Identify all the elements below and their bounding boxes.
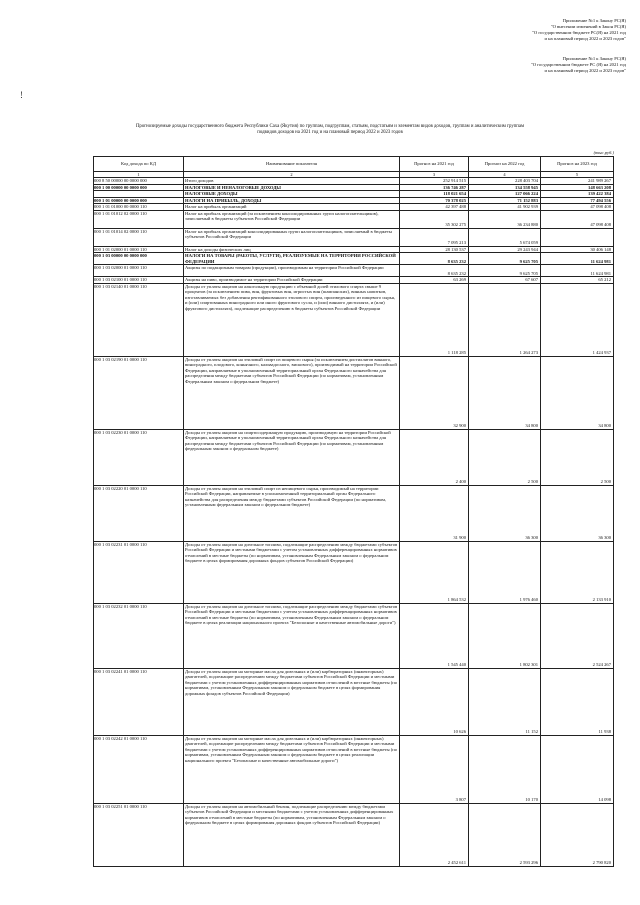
row-value-2023: 65 212 [541,277,614,284]
row-value-2023: 2 524 267 [541,603,614,668]
row-value-2023: 2 500 [541,429,614,485]
header-line: Приложение №1 к Закону РС(Я) [562,56,626,61]
column-number: 1 [94,172,184,178]
row-value-2021: 32 900 [400,356,469,429]
row-code: 000 1 03 02242 01 0000 110 [94,735,184,803]
row-value-2022: 41 902 939 [469,204,541,211]
row-value-2022: 228 403 704 [469,178,541,185]
row-value-2023: 77 494 556 [541,197,614,204]
row-code: 000 1 03 02000 01 0000 110 [94,265,184,277]
appendix-header-amending [426,18,626,42]
table-row [94,735,614,803]
row-code: 000 1 03 00000 00 0000 000 [94,253,184,265]
row-value-2021: 63 269 [400,277,469,284]
row-value-2023: 139 422 384 [541,191,614,198]
row-name: Доходы от уплаты акцизов на моторные масла для дизельных и (или) карбюраторных (инжекторных) двигателей, подлежащие распределению между бюджетами субъектов Российской Федерации и местными бюджетами с учетом установленных дифференцированных нормативов отчислений в местные бюджеты (по нормативам, установленным Федеральным законом о федеральном бюджете в целях реализации национального проекта "Безопасные и качественные автомобильные дороги") [184,735,400,803]
table-row [94,668,614,735]
row-value-2022: 1 976 460 [469,541,541,603]
row-value-2023: 11 624 981 [541,265,614,277]
header-line: и на плановый период 2022 и 2023 годов" [544,36,626,41]
row-value-2023: 2 790 820 [541,803,614,866]
table-row [94,541,614,603]
row-value-2021: 28 130 537 [400,246,469,253]
row-code: 000 1 03 02190 01 0000 110 [94,356,184,429]
row-value-2023: 241 989 267 [541,178,614,185]
row-name: Доходы от уплаты акцизов на дизельное топливо, подлежащие распределению между бюджетами субъектов Российской Федерации и местными бюджетами с учетом установленных дифференцированных нормативов отчислений в местные бюджеты (по нормативам, установленным Федеральным законом о федеральном бюджете в целях реализации национального проекта "Безопасные и качественные автомобильные дороги") [184,603,400,668]
row-value-2022: 67 607 [469,277,541,284]
table-row [94,283,614,356]
row-name: Доходы от уплаты акцизов на этиловый спирт из пищевого сырья (за исключением дистиллятов винного, виноградного, плодового, коньячного, кальвадосного, вискового), производимый на территории Российской Федерации, направляемые в уполномоченный территориальный орган Федерального казначейства для распределения между бюджетами субъектов Российской Федерации (по нормативам, установленным Федеральным законом о федеральном бюджете) [184,356,400,429]
row-code: 000 1 03 02231 01 0000 110 [94,541,184,603]
row-value-2023: 30 406 148 [541,246,614,253]
row-value-2022: 5 674 059 [469,228,541,246]
row-value-2021: 8 635 232 [400,253,469,265]
row-value-2021: 31 900 [400,485,469,541]
row-value-2021: 252 914 515 [400,178,469,185]
appendix-header-original [426,56,626,74]
row-code: 000 1 03 02251 01 0000 110 [94,803,184,866]
row-value-2023: 2 133 910 [541,541,614,603]
row-value-2022: 9 625 705 [469,253,541,265]
units-label: (тыс.руб.) [593,150,614,155]
row-value-2021: 136 746 287 [400,184,469,191]
header-line: "О государственном бюджете РС(Я) на 2021 год [531,30,626,35]
row-code: 000 1 03 02230 01 0000 110 [94,429,184,485]
column-number: 2 [184,172,400,178]
row-value-2021: 1 118 285 [400,283,469,356]
row-value-2022: 11 152 [469,668,541,735]
row-code: 000 1 03 02232 01 0000 110 [94,603,184,668]
table-row [94,429,614,485]
row-value-2021: 7 095 213 [400,228,469,246]
table-row [94,265,614,277]
row-value-2023: 1 424 937 [541,283,614,356]
row-name: НАЛОГИ НА ТОВАРЫ (РАБОТЫ, УСЛУГИ), РЕАЛИЗУЕМЫЕ НА ТЕРРИТОРИИ РОССИЙСКОЙ ФЕДЕРАЦИИ [184,253,400,265]
row-value-2022: 1 264 273 [469,283,541,356]
row-code: 000 1 01 01000 00 0000 110 [94,204,184,211]
row-value-2022: 36 300 [469,485,541,541]
row-name: Итого доходов [184,178,400,185]
row-name: НАЛОГОВЫЕ И НЕНАЛОГОВЫЕ ДОХОДЫ [184,184,400,191]
header-line: "О государственном бюджете РС (Я) на 2021 год [530,62,626,67]
row-value-2022: 9 625 705 [469,265,541,277]
column-header-2022: Прогноз на 2022 год [469,157,541,172]
row-value-2022: 36 234 880 [469,210,541,228]
row-code: 000 1 03 02241 01 0000 110 [94,668,184,735]
row-value-2021: 3 807 [400,735,469,803]
row-value-2022: 71 152 883 [469,197,541,204]
row-code: 000 1 01 02000 01 0000 110 [94,246,184,253]
table-row [94,356,614,429]
row-value-2021: 70 378 025 [400,197,469,204]
row-value-2021: 8 635 232 [400,265,469,277]
title-line: подвидов доходов на 2021 год и на плановый период 2022 и 2023 годов [257,130,403,136]
row-value-2022: 34 800 [469,356,541,429]
row-name: Налог на прибыль организаций [184,204,400,211]
row-value-2022: 29 243 944 [469,246,541,253]
row-name: Акцизы на пиво, производимое на территории Российской Федерации [184,277,400,284]
row-value-2021: 2 400 [400,429,469,485]
row-value-2021: 1 545 440 [400,603,469,668]
table-row [94,803,614,866]
column-header-2023: Прогноз на 2023 год [541,157,614,172]
table-row [94,603,614,668]
row-value-2023: 14 098 [541,735,614,803]
row-value-2022: 127 066 224 [469,191,541,198]
margin-mark: ǃ [20,90,23,100]
row-value-2023: 148 663 208 [541,184,614,191]
row-value-2021: 118 021 654 [400,191,469,198]
row-value-2022: 2 593 296 [469,803,541,866]
row-name: Налог на доходы физических лиц [184,246,400,253]
header-line: Приложение №1 к Закону РС(Я) [562,18,626,23]
row-value-2021: 42 397 488 [400,204,469,211]
row-name: Доходы от уплаты акцизов на моторные масла для дизельных и (или) карбюраторных (инжекторных) двигателей, подлежащие распределению между бюджетами субъектов Российской Федерации и местными бюджетами с учетом установленных дифференцированных нормативов отчислений в местные бюджеты (по нормативам, установленным Федеральным законом о федеральном бюджете в целях формирования дорожных фондов субъектов Российской Федерации) [184,668,400,735]
column-header-name: Наименование показателя [184,157,400,172]
row-value-2022: 134 558 945 [469,184,541,191]
table-row [94,253,614,265]
row-name: Налог на прибыль организаций (за исключением консолидированных групп налогоплательщиков), зачисляемый в бюджеты субъектов Российской Федерации [184,210,400,228]
column-header-2021: Прогноз на 2021 год [400,157,469,172]
row-value-2023: 11 938 [541,668,614,735]
row-code: 000 1 03 02100 01 0000 110 [94,277,184,284]
row-value-2023: 11 624 981 [541,253,614,265]
row-code: 000 1 03 02140 01 0000 110 [94,283,184,356]
row-name: НАЛОГОВЫЕ ДОХОДЫ [184,191,400,198]
row-code: 000 1 01 01012 02 0000 110 [94,210,184,228]
row-name: Доходы от уплаты акцизов на дизельное топливо, подлежащие распределению между бюджетами субъектов Российской Федерации и местными бюджетами с учетом установленных дифференцированных нормативов отчислений в местные бюджеты (по нормативам, установленным Федеральным законом о федеральном бюджете в целях формирования дорожных фондов субъектов Российской Федерации) [184,541,400,603]
row-value-2021: 1 864 532 [400,541,469,603]
column-number: 5 [541,172,614,178]
revenue-table [93,156,614,867]
document-title [70,124,590,137]
title-line: Прогнозируемые доходы государственного бюджета Республики Саха (Якутия) по группам, подгруппам, статьям, подстатьям и элементам видов доходов, группам и аналитическим группам [135,124,525,129]
row-code: 000 8 50 00000 00 0000 000 [94,178,184,185]
row-name: НАЛОГИ НА ПРИБЫЛЬ, ДОХОДЫ [184,197,400,204]
row-value-2021: 35 302 275 [400,210,469,228]
row-name: Доходы от уплаты акцизов на алкогольную продукцию с объемной долей этилового спирта свыше 9 процентов (за исключением пива, вин, фруктовых вин, игристых вин (шампанских), винных напитков, изготавливаемых без добавления ректификованного этилового спирта, произведенного из пищевого сырья, и (или) спиртованных виноградного или иного фруктового сусла, и (или) винного дистиллята, и (или) фруктового дистиллята), подлежащие распределению в бюджеты субъектов Российской Федерации [184,283,400,356]
column-header-code: Код дохода по КД [94,157,184,172]
header-line: "О внесении изменений в Закон РС(Я) [550,24,626,29]
column-number: 3 [400,172,469,178]
table-row [94,210,614,228]
table-header-row [94,157,614,172]
table-row [94,485,614,541]
row-value-2022: 10 170 [469,735,541,803]
row-code: 000 1 00 00000 00 0000 000 [94,184,184,191]
row-code: 000 1 03 02220 01 0000 110 [94,485,184,541]
row-value-2022: 2 500 [469,429,541,485]
row-value-2023: 47 098 408 [541,204,614,211]
row-name: Акцизы по подакцизным товарам (продукции), производимым на территории Российской Федерации [184,265,400,277]
row-value-2023: 34 800 [541,356,614,429]
row-code: 000 1 01 01014 02 0000 110 [94,228,184,246]
column-number: 4 [469,172,541,178]
row-value-2022: 1 802 301 [469,603,541,668]
row-value-2023 [541,228,614,246]
row-name: Доходы от уплаты акцизов на этиловый спирт из непищевого сырья, производимый на территории Российской Федерации, направляемые в уполномоченный территориальный орган Федерального казначейства для распределения между бюджетами субъектов Российской Федерации (по нормативам, установленным федеральным законом о федеральном бюджете) [184,485,400,541]
row-value-2023: 47 098 408 [541,210,614,228]
table-row [94,228,614,246]
row-name: Налог на прибыль организаций консолидированных групп налогоплательщиков, зачисляемый в бюджеты субъектов Российской Федерации [184,228,400,246]
row-value-2021: 2 452 611 [400,803,469,866]
row-name: Доходы от уплаты акцизов на спиртосодержащую продукцию, производимую на территории Российской Федерации, направляемые в уполномоченный территориальный орган Федерального казначейства для распределения между бюджетами субъектов Российской Федерации (по нормативам, установленным федеральным законом о федеральном бюджете) [184,429,400,485]
row-value-2023: 36 300 [541,485,614,541]
row-code: 000 1 01 00000 00 0000 000 [94,197,184,204]
row-value-2021: 10 626 [400,668,469,735]
row-name: Доходы от уплаты акцизов на автомобильный бензин, подлежащие распределению между бюджетами субъектов Российской Федерации и местными бюджетами с учетом установленных дифференцированных нормативов отчислений в местные бюджеты (по нормативам, установленным Федеральным законом о федеральном бюджете в целях формирования дорожных фондов субъектов Российской Федерации) [184,803,400,866]
header-line: и на плановый период 2022 и 2023 годов" [544,68,626,73]
